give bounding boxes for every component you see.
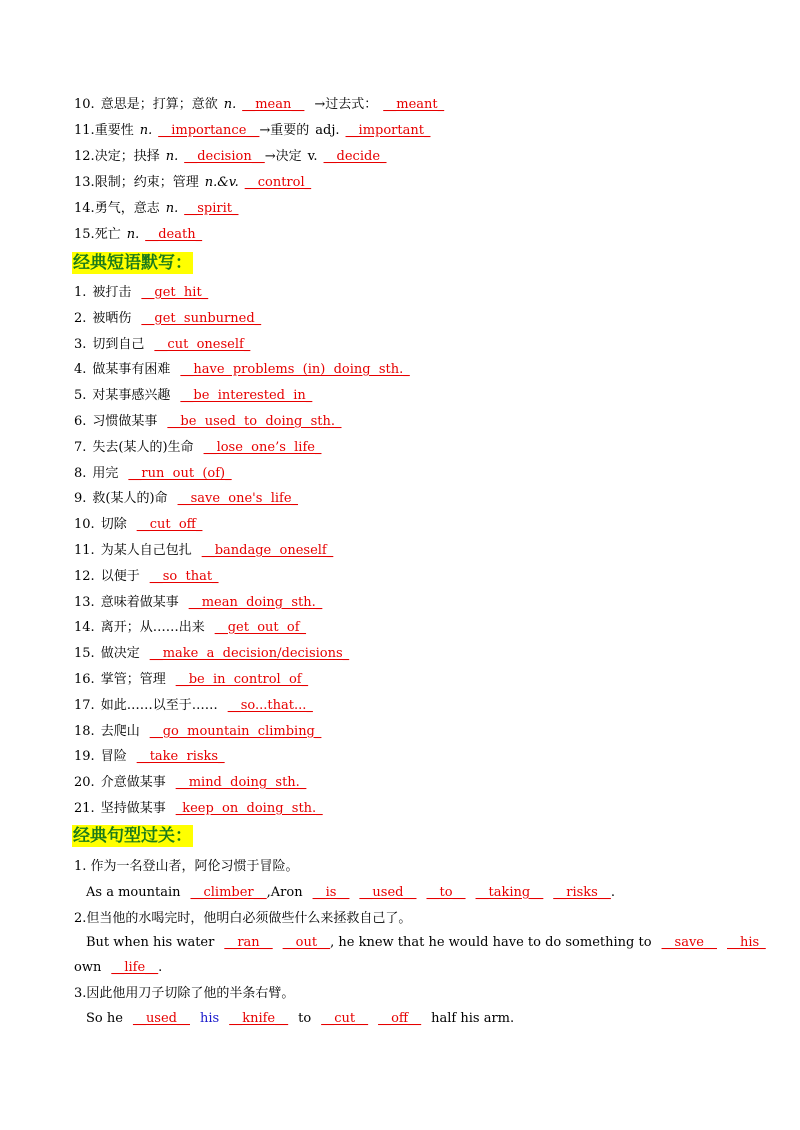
phrase-item xyxy=(74,490,764,508)
sentence-text: own xyxy=(74,960,102,975)
part-of-speech: n. xyxy=(139,123,153,138)
part-of-speech: n.&v. xyxy=(204,175,239,190)
item-number: 18. xyxy=(74,724,95,739)
answer-blank: __his_ xyxy=(727,935,766,950)
part-of-speech: n. xyxy=(165,201,179,216)
item-number: 13. xyxy=(74,175,95,190)
phrase-item xyxy=(74,800,764,818)
part-of-speech: adj. xyxy=(315,123,340,138)
section-heading-phrases: 经典短语默写： xyxy=(73,253,192,273)
answer-blank: __mind doing sth._ xyxy=(175,775,307,790)
part-of-speech: n. xyxy=(223,97,237,112)
item-number: 20. xyxy=(74,775,95,790)
vocab-item xyxy=(74,174,764,192)
section-heading-sentences: 经典句型过关： xyxy=(73,826,192,846)
answer-blank: __cut off_ xyxy=(136,517,203,532)
item-chinese: 意味着做某事 xyxy=(100,595,179,610)
answer-blank: __to__ xyxy=(426,885,466,900)
answer-blank: __mean doing sth._ xyxy=(188,595,323,610)
phrase-item xyxy=(74,413,764,431)
item-number: 11. xyxy=(74,123,95,138)
answer-blank: __off__ xyxy=(378,1011,422,1026)
answer-blank: __decision__ xyxy=(184,149,265,164)
answer-blank: __bandage oneself_ xyxy=(201,543,334,558)
item-chinese: 坚持做某事 xyxy=(100,801,166,816)
phrase-item xyxy=(74,336,764,354)
item-chinese: 掌管；管理 xyxy=(100,672,166,687)
answer-blank: __death_ xyxy=(145,227,203,242)
part-of-speech: n. xyxy=(165,149,179,164)
item-chinese: 重要性 xyxy=(94,123,134,138)
sentence-text: . xyxy=(610,885,615,900)
answer-blank: __important_ xyxy=(345,123,431,138)
vocab-item xyxy=(74,226,764,244)
item-chinese: 做某事有困难 xyxy=(92,362,171,377)
phrase-item xyxy=(74,465,764,483)
answer-blank: _keep on doing sth._ xyxy=(175,801,323,816)
answer-blank: __save__ xyxy=(661,935,717,950)
item-number: 14. xyxy=(74,201,95,216)
phrase-item xyxy=(74,387,764,405)
answer-blank: __cut__ xyxy=(321,1011,369,1026)
sentence-prompt: 1. 作为一名登山者，阿伦习惯于冒险。 xyxy=(74,859,299,874)
answer-blank: __cut oneself_ xyxy=(154,337,251,352)
sentence-prompt: 2.但当他的水喝完时，他明白必须做些什么来拯救自己了。 xyxy=(74,911,412,926)
part-of-speech: n. xyxy=(126,227,140,242)
vocab-item xyxy=(74,96,764,114)
item-chinese: 做决定 xyxy=(100,646,140,661)
item-chinese: 限制；约束；管理 xyxy=(94,175,199,190)
item-number: 12. xyxy=(74,569,95,584)
phrase-item xyxy=(74,723,764,741)
item-number: 19. xyxy=(74,749,95,764)
item-number: 17. xyxy=(74,698,95,713)
item-chinese: 用完 xyxy=(92,466,119,481)
answer-blank: __risks__ xyxy=(553,885,611,900)
item-number: 4. xyxy=(74,362,87,377)
answer-blank: __control_ xyxy=(244,175,312,190)
phrase-item xyxy=(74,774,764,792)
item-number: 1. xyxy=(74,285,87,300)
answer-blank: __is__ xyxy=(312,885,350,900)
answer-blank: __mean__ xyxy=(242,97,305,112)
answer-blank: __make a decision/decisions_ xyxy=(149,646,350,661)
item-chinese: 意思是；打算；意欲 xyxy=(100,97,218,112)
item-number: 15. xyxy=(74,227,95,242)
item-number: 9. xyxy=(74,491,87,506)
answer-blank: __so that_ xyxy=(149,569,219,584)
item-chinese: 死亡 xyxy=(94,227,121,242)
answer-blank: __so...that..._ xyxy=(227,698,313,713)
item-number: 16. xyxy=(74,672,95,687)
item-chinese: 习惯做某事 xyxy=(92,414,158,429)
item-number: 10. xyxy=(74,517,95,532)
sentence-text: , he knew that he would have to do something to xyxy=(330,935,652,950)
phrase-item xyxy=(74,594,764,612)
highlighted-word: his xyxy=(200,1011,220,1026)
item-chinese: 如此……以至于…… xyxy=(100,698,218,713)
phrase-item xyxy=(74,645,764,663)
answer-blank: __life__ xyxy=(111,960,159,975)
item-chinese: 对某事感兴趣 xyxy=(92,388,171,403)
answer-blank: __run out (of)_ xyxy=(128,466,232,481)
derivation-label: →决定 xyxy=(264,149,302,164)
answer-blank: __importance__ xyxy=(158,123,260,138)
answer-blank: __go mountain climbing_ xyxy=(149,724,322,739)
answer-blank: __out__ xyxy=(282,935,331,950)
phrase-item xyxy=(74,542,764,560)
sentence-text: So he xyxy=(86,1011,123,1026)
item-number: 7. xyxy=(74,440,87,455)
item-chinese: 失去(某人的)生命 xyxy=(92,440,194,455)
vocab-item xyxy=(74,200,764,218)
item-chinese: 被打击 xyxy=(92,285,132,300)
answer-blank: __used__ xyxy=(132,1011,190,1026)
item-number: 13. xyxy=(74,595,95,610)
item-number: 14. xyxy=(74,620,95,635)
answer-blank: __save one's life_ xyxy=(177,491,299,506)
sentence-answer xyxy=(86,934,776,952)
item-number: 2. xyxy=(74,311,87,326)
phrase-item xyxy=(74,516,764,534)
item-number: 8. xyxy=(74,466,87,481)
sentence-text: But when his water xyxy=(86,935,215,950)
answer-blank: __be interested in_ xyxy=(180,388,313,403)
item-chinese: 被晒伤 xyxy=(92,311,132,326)
phrase-item xyxy=(74,671,764,689)
sentence-text: to xyxy=(298,1011,312,1026)
sentence-text: As a mountain xyxy=(86,885,181,900)
phrase-item xyxy=(74,361,764,379)
answer-blank: __get out of_ xyxy=(214,620,307,635)
vocab-item xyxy=(74,122,764,140)
phrase-item xyxy=(74,568,764,586)
phrase-item xyxy=(74,619,764,637)
item-number: 6. xyxy=(74,414,87,429)
sentence-answer-continued xyxy=(74,959,764,977)
answer-blank: __meant_ xyxy=(383,97,445,112)
item-number: 10. xyxy=(74,97,95,112)
vocab-item xyxy=(74,148,764,166)
item-number: 21. xyxy=(74,801,95,816)
item-chinese: 切除 xyxy=(100,517,127,532)
sentence-answer xyxy=(86,884,776,902)
part-of-speech: v. xyxy=(307,149,318,164)
derivation-label: →重要的 xyxy=(259,123,310,138)
answer-blank: __spirit_ xyxy=(184,201,239,216)
item-chinese: 为某人自己包扎 xyxy=(100,543,192,558)
item-chinese: 救(某人的)命 xyxy=(92,491,168,506)
answer-blank: __taking__ xyxy=(475,885,544,900)
answer-blank: __get hit_ xyxy=(141,285,209,300)
phrase-item xyxy=(74,284,764,302)
answer-blank: __be used to doing sth._ xyxy=(167,414,342,429)
answer-blank: __climber__ xyxy=(190,885,267,900)
item-number: 15. xyxy=(74,646,95,661)
answer-blank: __have problems (in) doing sth._ xyxy=(180,362,410,377)
item-chinese: 离开；从……出来 xyxy=(100,620,205,635)
phrase-item xyxy=(74,697,764,715)
sentence-text: ,Aron xyxy=(266,885,303,900)
sentence-text: half his arm. xyxy=(431,1011,515,1026)
item-number: 11. xyxy=(74,543,95,558)
answer-blank: __lose one’s life_ xyxy=(203,440,322,455)
phrase-item xyxy=(74,748,764,766)
answer-blank: __used__ xyxy=(359,885,417,900)
item-chinese: 切到自己 xyxy=(92,337,145,352)
item-chinese: 以便于 xyxy=(100,569,140,584)
item-chinese: 去爬山 xyxy=(100,724,140,739)
answer-blank: __knife__ xyxy=(229,1011,289,1026)
sentence-prompt: 3.因此他用刀子切除了他的半条右臂。 xyxy=(74,986,295,1001)
sentence-text: . xyxy=(158,960,163,975)
item-chinese: 介意做某事 xyxy=(100,775,166,790)
sentence-answer xyxy=(86,1010,776,1028)
item-number: 12. xyxy=(74,149,95,164)
item-chinese: 勇气，意志 xyxy=(94,201,160,216)
item-number: 5. xyxy=(74,388,87,403)
answer-blank: __decide_ xyxy=(323,149,387,164)
phrase-item xyxy=(74,310,764,328)
answer-blank: __be in control of_ xyxy=(175,672,309,687)
derivation-label: →过去式： xyxy=(314,97,378,112)
answer-blank: __get sunburned_ xyxy=(141,311,262,326)
answer-blank: __ran__ xyxy=(224,935,273,950)
answer-blank: __take risks_ xyxy=(136,749,225,764)
item-number: 3. xyxy=(74,337,87,352)
item-chinese: 决定；抉择 xyxy=(94,149,160,164)
item-chinese: 冒险 xyxy=(100,749,127,764)
phrase-item xyxy=(74,439,764,457)
